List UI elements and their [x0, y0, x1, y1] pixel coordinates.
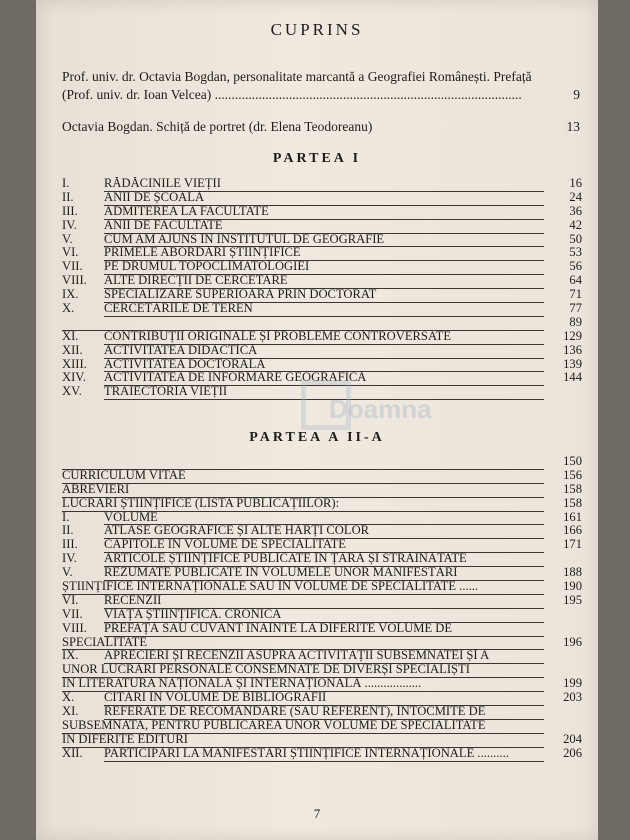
- page-number: 171: [563, 537, 582, 552]
- toc-entry: [62, 287, 582, 302]
- page-number: 196: [563, 634, 582, 649]
- entry-number: I.: [62, 509, 70, 524]
- page-number: 36: [569, 203, 582, 218]
- page-number: 206: [563, 745, 582, 760]
- toc-entry: [62, 217, 582, 233]
- entry-title: CUM AM AJUNS ÎN INSTITUTUL DE GEOGRAFIE: [104, 233, 544, 248]
- part-two-entries: [62, 454, 582, 761]
- toc-entry: [62, 189, 582, 205]
- page-number: 24: [569, 189, 582, 204]
- entry-number: XIII.: [62, 356, 87, 371]
- page-number: 13: [566, 119, 580, 134]
- toc-entry: [62, 663, 572, 677]
- entry-title: ÎN DIFERITE EDITURI: [62, 733, 544, 748]
- entry-title: PRIMELE ABORDĂRI ȘTIINȚIFICE: [104, 246, 544, 261]
- toc-entry: [62, 481, 582, 497]
- toc-entry: [62, 705, 572, 719]
- toc-entry: [62, 259, 582, 274]
- toc-entry: [62, 231, 582, 247]
- entry-title: ATLASE GEOGRAFICE ȘI ALTE HĂRȚI COLOR: [104, 524, 544, 539]
- page-number: 89: [569, 314, 582, 329]
- toc-entry: [62, 454, 582, 469]
- preface-line: (Prof. univ. dr. Ioan Velcea) ...........................................................................................: [62, 87, 522, 102]
- entry-number: IX.: [62, 287, 79, 302]
- page-number: 77: [569, 301, 582, 316]
- entry-number: III.: [62, 537, 78, 552]
- page-number: 50: [569, 231, 582, 246]
- toc-entry: [62, 509, 582, 525]
- entry-title: REFERATE DE RECOMANDARE (SAU REFERENT), ÎNTOCMITE DE: [104, 705, 544, 720]
- toc-entry: [62, 719, 572, 733]
- entry-title: UNOR LUCRĂRI PERSONALE CONSEMNATE DE DIVERȘI SPECIALIȘTI: [62, 663, 544, 678]
- toc-entry: [62, 176, 582, 191]
- entry-title: ACTIVITATEA DIDACTICĂ: [104, 344, 544, 359]
- entry-number: XII.: [62, 745, 83, 760]
- entry-title: CAPITOLE ÎN VOLUME DE SPECIALITATE: [104, 538, 544, 553]
- entry-title: ARTICOLE ȘTIINȚIFICE PUBLICATE ÎN ȚARĂ ȘI STRĂINĂTATE: [104, 552, 544, 567]
- entry-title: CONTRIBUȚII ORIGINALE ȘI PROBLEME CONTROVERSATE: [104, 330, 544, 345]
- entry-number: VI.: [62, 592, 79, 607]
- watermark-text: Doamna: [329, 394, 432, 424]
- entry-number: IV.: [62, 551, 77, 566]
- entry-title: VIAȚA ȘTIINȚIFICĂ. CRONICA: [104, 608, 544, 623]
- entry-number: V.: [62, 231, 73, 246]
- entry-number: III.: [62, 203, 78, 218]
- entry-title: [62, 316, 544, 331]
- entry-title: SPECIALITATE: [62, 636, 544, 651]
- entry-title: APRECIERI ȘI RECENZII ASUPRA ACTIVITĂȚII SUBSEMNATEI ȘI A: [104, 649, 544, 664]
- entry-number: VIII.: [62, 273, 87, 288]
- toc-entry: [62, 565, 582, 580]
- entry-title: LUCRĂRI ȘTIINȚIFICE (LISTA PUBLICAȚIILOR):: [62, 497, 544, 512]
- entry-title: [62, 455, 544, 470]
- toc-entry: [62, 356, 582, 372]
- toc-entry: [62, 301, 582, 316]
- entry-title: PREFAȚĂ SAU CUVÂNT ÎNAINTE LA DIFERITE VOLUME DE: [104, 622, 544, 637]
- entry-number: XIV.: [62, 370, 86, 385]
- page-number: 158: [563, 481, 582, 496]
- page-number: 9: [573, 87, 580, 102]
- toc-entry: [62, 579, 582, 594]
- toc-entry: [62, 523, 582, 538]
- entry-title: PE DRUMUL TOPOCLIMATOLOGIEI: [104, 260, 544, 275]
- page-number: 136: [563, 342, 582, 357]
- toc-entry: [62, 552, 572, 566]
- page-number: 129: [563, 328, 582, 343]
- page-title: CUPRINS: [270, 20, 364, 39]
- entry-title: ADMITEREA LA FACULTATE: [104, 205, 544, 220]
- entry-number: XII.: [62, 342, 83, 357]
- entry-number: XV.: [62, 384, 82, 399]
- entry-number: VI.: [62, 245, 79, 260]
- entry-title: ABREVIERI: [62, 483, 544, 498]
- entry-title: SPECIALIZARE SUPERIOARĂ PRIN DOCTORAT: [104, 288, 544, 303]
- page-number: 56: [569, 259, 582, 274]
- toc-entry: [62, 314, 582, 330]
- toc-entry: [62, 622, 572, 636]
- toc-entry: [62, 634, 582, 650]
- page-number: 166: [563, 523, 582, 538]
- entry-title: SUBSEMNATA, PENTRU PUBLICAREA UNOR VOLUME DE SPECIALITATE: [62, 719, 544, 734]
- entry-number: V.: [62, 565, 73, 580]
- page-number: 204: [563, 731, 582, 746]
- entry-title: CERCETĂRILE DE TEREN: [104, 302, 544, 317]
- toc-entry: [62, 342, 582, 358]
- toc-entry: [62, 328, 582, 344]
- entry-title: ANII DE ȘCOALĂ: [104, 191, 544, 206]
- page-number: 203: [563, 690, 582, 705]
- page-number: 188: [563, 565, 582, 580]
- page-number: 42: [569, 217, 582, 232]
- entry-title: ACTIVITATEA DE INFORMARE GEOGRAFICĂ: [104, 371, 544, 386]
- entry-title: TRAIECTORIA VIEȚII: [104, 385, 544, 400]
- entry-number: VIII.: [62, 620, 87, 635]
- page-number: 71: [569, 287, 582, 302]
- entry-title: VOLUME: [104, 511, 544, 526]
- toc-entry: [62, 245, 582, 260]
- toc-entry: [62, 649, 572, 663]
- page-number: 156: [563, 467, 582, 482]
- toc-entry: [62, 676, 582, 691]
- toc-entry: [62, 273, 582, 288]
- page-number: 158: [563, 495, 582, 510]
- book-page: [36, 0, 598, 840]
- entry-number: IX.: [62, 648, 79, 663]
- part-one-heading: PARTEA I: [272, 151, 362, 166]
- entry-number: VII.: [62, 259, 83, 274]
- toc-entry: [62, 608, 572, 622]
- toc-entry: [62, 592, 582, 608]
- toc-entry: [62, 537, 582, 552]
- entry-number: II.: [62, 523, 74, 538]
- entry-title: RĂDĂCINILE VIEȚII: [104, 177, 544, 192]
- entry-title: ÎN LITERATURA NAȚIONALĂ ȘI INTERNAȚIONALĂ ..................: [62, 677, 544, 692]
- entry-number: XI.: [62, 328, 79, 343]
- entry-title: ANII DE FACULTATE: [104, 219, 544, 234]
- page-number: 190: [563, 579, 582, 594]
- toc-entry: [62, 690, 582, 705]
- entry-title: CURRICULUM VITAE: [62, 469, 544, 484]
- page-number: 195: [563, 592, 582, 607]
- page-number: 144: [563, 370, 582, 385]
- entry-number: II.: [62, 189, 74, 204]
- preface-line: Prof. univ. dr. Octavia Bogdan, personalitate marcantă a Geografiei Românești. Prefață: [62, 69, 532, 84]
- page-number: 53: [569, 245, 582, 260]
- entry-number: IV.: [62, 217, 77, 232]
- part-two-heading: PARTEA A II-A: [249, 430, 385, 445]
- page-folio: 7: [313, 806, 321, 821]
- entry-title: ACTIVITATEA DOCTORALĂ: [104, 358, 544, 373]
- page-number: 150: [563, 454, 582, 468]
- entry-title: ALTE DIRECȚII DE CERCETARE: [104, 274, 544, 289]
- page-number: 199: [563, 676, 582, 691]
- toc-entry: [62, 495, 582, 511]
- preface-line: Octavia Bogdan. Schiță de portret (dr. Elena Teodoreanu): [62, 119, 373, 134]
- entry-title: RECENZII: [104, 594, 544, 609]
- page-number: 64: [569, 273, 582, 288]
- entry-number: VII.: [62, 606, 83, 621]
- page-number: 161: [563, 509, 582, 524]
- page-number: 16: [569, 176, 582, 190]
- part-one-entries: [62, 176, 582, 399]
- toc-entry: [62, 467, 582, 483]
- entry-number: X.: [62, 301, 75, 316]
- page-number: 139: [563, 356, 582, 371]
- toc-entry: [62, 731, 582, 747]
- entry-title: REZUMATE PUBLICATE ÎN VOLUMELE UNOR MANIFESTĂRI: [104, 566, 544, 581]
- preface-entry-2: [62, 118, 580, 136]
- preface-entry-1: [62, 68, 580, 104]
- entry-number: XI.: [62, 704, 79, 719]
- entry-number: I.: [62, 176, 70, 190]
- entry-number: X.: [62, 690, 75, 705]
- entry-title: ȘTIINȚIFICE INTERNAȚIONALE SAU ÎN VOLUME DE SPECIALITATE ......: [62, 580, 544, 595]
- toc-entry: [62, 745, 582, 761]
- entry-title: CITĂRI ÎN VOLUME DE BIBLIOGRAFII: [104, 691, 544, 706]
- entry-title: PARTICIPĂRI LA MANIFESTĂRI ȘTIINȚIFICE INTERNAȚIONALE ..........: [104, 747, 544, 762]
- toc-entry: [62, 203, 582, 219]
